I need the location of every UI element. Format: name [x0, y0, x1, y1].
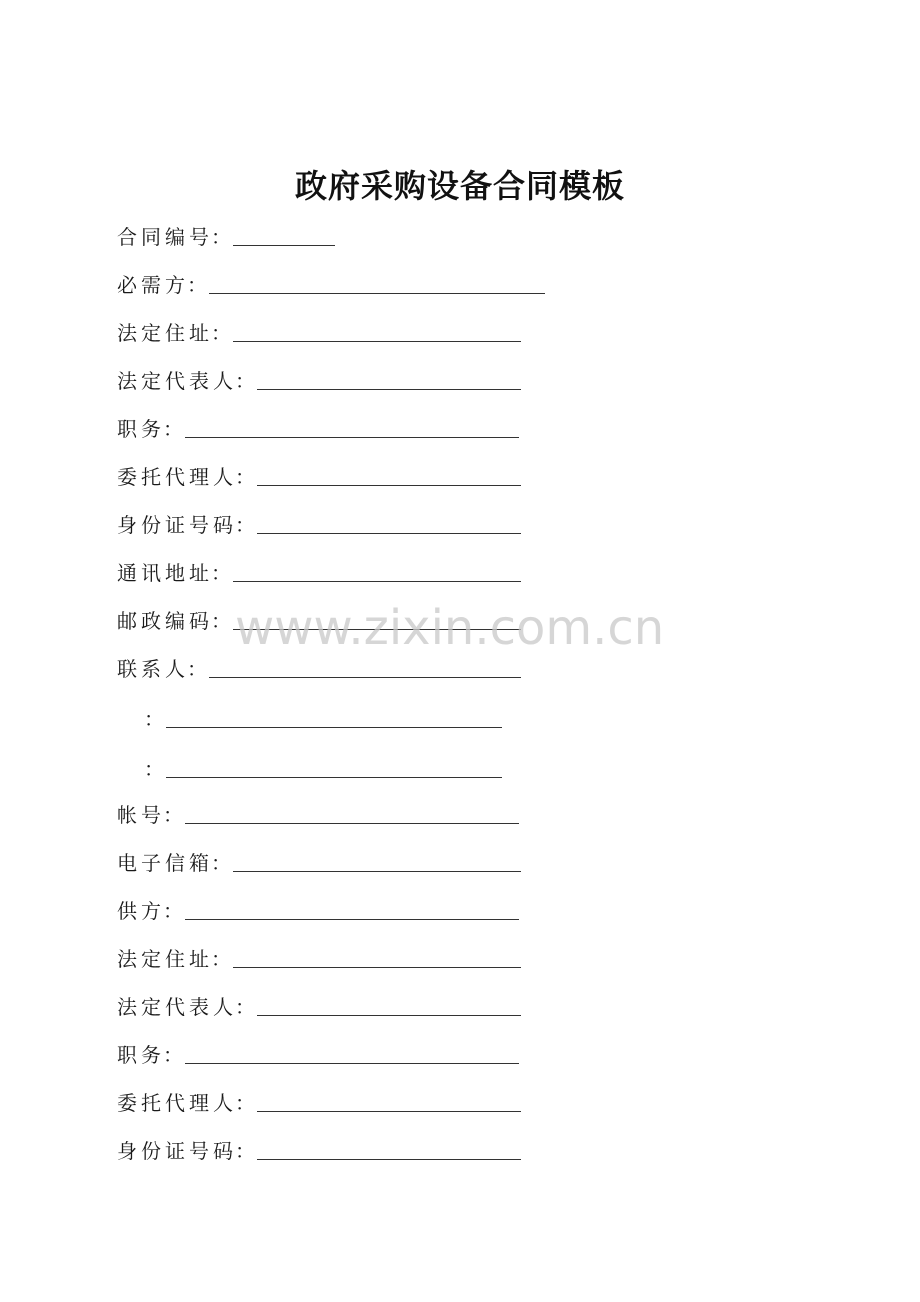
field-label: 必需方 [117, 273, 189, 297]
field-supplier-legal-representative [117, 990, 521, 1020]
fill-blank[interactable] [257, 463, 521, 486]
field-colon: ： [163, 899, 183, 923]
field-label: 职务 [117, 417, 165, 441]
field-buyer-contact [117, 652, 521, 682]
field-label: 委托代理人 [117, 1091, 237, 1115]
field-label: 帐号 [117, 803, 165, 827]
fill-blank[interactable] [257, 367, 521, 390]
field-colon: ： [235, 369, 255, 393]
field-buyer-postal-code [117, 604, 521, 634]
field-label: 身份证号码 [117, 513, 237, 537]
field-label: 职务 [117, 1043, 165, 1067]
fill-blank[interactable] [233, 559, 521, 582]
field-supplier-legal-address [117, 942, 521, 972]
field-colon: ： [211, 225, 231, 249]
fill-blank[interactable] [233, 849, 521, 872]
field-label: 法定住址 [117, 947, 213, 971]
field-label: 法定代表人 [117, 995, 237, 1019]
field-label: 委托代理人 [117, 465, 237, 489]
fill-blank[interactable] [185, 1041, 519, 1064]
field-colon: ： [211, 851, 231, 875]
field-buyer-agent [117, 460, 521, 490]
field-buyer [117, 268, 545, 298]
field-supplier-id-number [117, 1134, 521, 1164]
field-buyer-email [117, 846, 521, 876]
field-label: 供方 [117, 899, 165, 923]
fill-blank[interactable] [257, 1137, 521, 1160]
field-contract-number [117, 220, 335, 250]
field-colon: ： [163, 417, 183, 441]
field-buyer-id-number [117, 508, 521, 538]
field-colon: ： [211, 321, 231, 345]
field-colon: ： [163, 803, 183, 827]
field-colon: ： [187, 657, 207, 681]
fill-blank[interactable] [233, 223, 335, 246]
fill-blank[interactable] [257, 993, 521, 1016]
fill-blank[interactable] [233, 945, 521, 968]
field-colon: ： [187, 273, 207, 297]
field-buyer-position [117, 412, 519, 442]
field-colon: ： [144, 757, 164, 781]
field-label: 法定住址 [117, 321, 213, 345]
fill-blank[interactable] [185, 801, 519, 824]
field-buyer-legal-address [117, 316, 521, 346]
field-colon: ： [235, 465, 255, 489]
fill-blank[interactable] [209, 271, 545, 294]
watermark: www.zixin.com.cn [235, 600, 665, 656]
field-buyer-account-number [117, 798, 519, 828]
field-colon: ： [235, 1139, 255, 1163]
field-label: 法定代表人 [117, 369, 237, 393]
field-label: 合同编号 [117, 225, 213, 249]
field-colon: ： [144, 707, 164, 731]
fill-blank[interactable] [209, 655, 521, 678]
field-buyer-unlabeled-2 [146, 752, 502, 782]
fill-blank[interactable] [185, 897, 519, 920]
field-supplier-position [117, 1038, 519, 1068]
fill-blank[interactable] [257, 1089, 521, 1112]
field-colon: ： [235, 995, 255, 1019]
field-label: 联系人 [117, 657, 189, 681]
field-colon: ： [211, 947, 231, 971]
field-buyer-legal-representative [117, 364, 521, 394]
field-label: 电子信箱 [117, 851, 213, 875]
fill-blank[interactable] [233, 319, 521, 342]
fill-blank[interactable] [257, 511, 521, 534]
field-colon: ： [163, 1043, 183, 1067]
field-supplier [117, 894, 519, 924]
fill-blank[interactable] [185, 415, 519, 438]
document-title: 政府采购设备合同模板 [294, 167, 625, 205]
field-colon: ： [235, 513, 255, 537]
fill-blank[interactable] [233, 607, 521, 630]
field-label: 身份证号码 [117, 1139, 237, 1163]
fill-blank[interactable] [166, 755, 502, 778]
field-colon: ： [211, 561, 231, 585]
field-label: 邮政编码 [117, 609, 213, 633]
field-buyer-unlabeled-1 [146, 702, 502, 732]
fill-blank[interactable] [166, 705, 502, 728]
field-colon: ： [235, 1091, 255, 1115]
field-label: 通讯地址 [117, 561, 213, 585]
field-colon: ： [211, 609, 231, 633]
field-buyer-mailing-address [117, 556, 521, 586]
field-supplier-agent [117, 1086, 521, 1116]
